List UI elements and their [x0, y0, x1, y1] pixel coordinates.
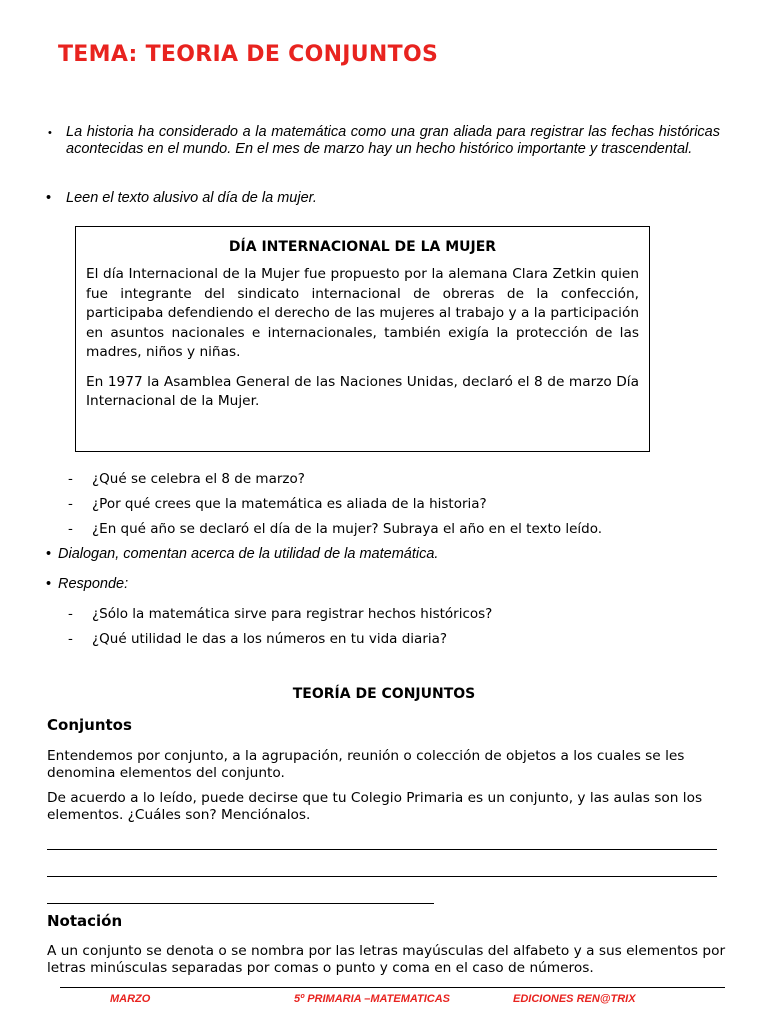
footer-divider: [60, 987, 725, 988]
question-text: ¿En qué año se declaró el día de la mujer? Subraya el año en el texto leído.: [92, 521, 603, 537]
dialog-instruction: [46, 546, 706, 563]
bullet-icon: •: [48, 127, 52, 139]
list-item: [68, 520, 602, 545]
question-list-1: [68, 470, 602, 545]
intro-paragraph: [48, 124, 720, 158]
read-instruction: [46, 190, 646, 207]
dash-icon: -: [68, 606, 73, 622]
list-item: [68, 630, 492, 655]
dash-icon: -: [68, 521, 73, 537]
box-title: DÍA INTERNACIONAL DE LA MUJER: [228, 239, 497, 255]
conjuntos-heading: Conjuntos: [47, 716, 132, 734]
bullet-icon: •: [46, 576, 52, 592]
bullet-icon: •: [46, 190, 52, 206]
dialog-instruction-text: Dialogan, comentan acerca de la utilidad de la matemática.: [58, 546, 439, 562]
answer-line[interactable]: [47, 849, 717, 850]
question-text: ¿Qué se celebra el 8 de marzo?: [92, 471, 305, 487]
womens-day-text-box: [75, 226, 650, 452]
answer-line[interactable]: [47, 903, 434, 904]
page-title: TEMA: TEORIA DE CONJUNTOS: [58, 42, 439, 67]
respond-instruction-text: Responde:: [58, 576, 129, 592]
question-text: ¿Qué utilidad le das a los números en tu vida diaria?: [92, 631, 448, 647]
box-paragraph-1: El día Internacional de la Mujer fue propuesto por la alemana Clara Zetkin quien fue integrante del sindicato internacional de obreras de la confección, participaba defendiendo el derecho de las mujeres al trabajo y a la participación en asuntos nacionales e internacionales, también exigía la protección de las madres, niños y niñas.: [86, 266, 639, 360]
conjuntos-paragraph-1: Entendemos por conjunto, a la agrupación, reunión o colección de objetos a los cuales se les denomina elementos del conjunto.: [47, 748, 685, 781]
question-text: ¿Sólo la matemática sirve para registrar hechos históricos?: [92, 606, 493, 622]
box-paragraph-2: En 1977 la Asamblea General de las Naciones Unidas, declaró el 8 de marzo Día Internacional de la Mujer.: [86, 373, 639, 409]
footer-course: 5º PRIMARIA –MATEMATICAS: [294, 993, 450, 1005]
conjuntos-paragraph-2: De acuerdo a lo leído, puede decirse que tu Colegio Primaria es un conjunto, y las aulas son los elementos. ¿Cuáles son? Menciónalos.: [47, 790, 703, 823]
footer-publisher: EDICIONES REN@TRIX: [513, 993, 636, 1005]
answer-line[interactable]: [47, 876, 717, 877]
dash-icon: -: [68, 471, 73, 487]
question-list-2: [68, 605, 492, 655]
notacion-paragraph: A un conjunto se denota o se nombra por las letras mayúsculas del alfabeto y a sus elementos por letras minúsculas separadas por comas o punto y coma en el caso de números.: [47, 943, 726, 976]
footer-month: MARZO: [110, 993, 151, 1005]
list-item: [68, 470, 602, 495]
read-instruction-text: Leen el texto alusivo al día de la mujer.: [66, 190, 317, 206]
bullet-icon: •: [46, 546, 52, 562]
dash-icon: -: [68, 631, 73, 647]
intro-text: La historia ha considerado a la matemática como una gran aliada para registrar las fechas históricas acontecidas en el mundo. En el mes de marzo hay un hecho histórico importante y trascendental.: [66, 124, 720, 157]
question-text: ¿Por qué crees que la matemática es aliada de la historia?: [92, 496, 487, 512]
list-item: [68, 495, 602, 520]
dash-icon: -: [68, 496, 73, 512]
section-title: TEORÍA DE CONJUNTOS: [292, 686, 476, 702]
respond-instruction: [46, 576, 346, 593]
notacion-heading: Notación: [47, 912, 123, 930]
list-item: [68, 605, 492, 630]
